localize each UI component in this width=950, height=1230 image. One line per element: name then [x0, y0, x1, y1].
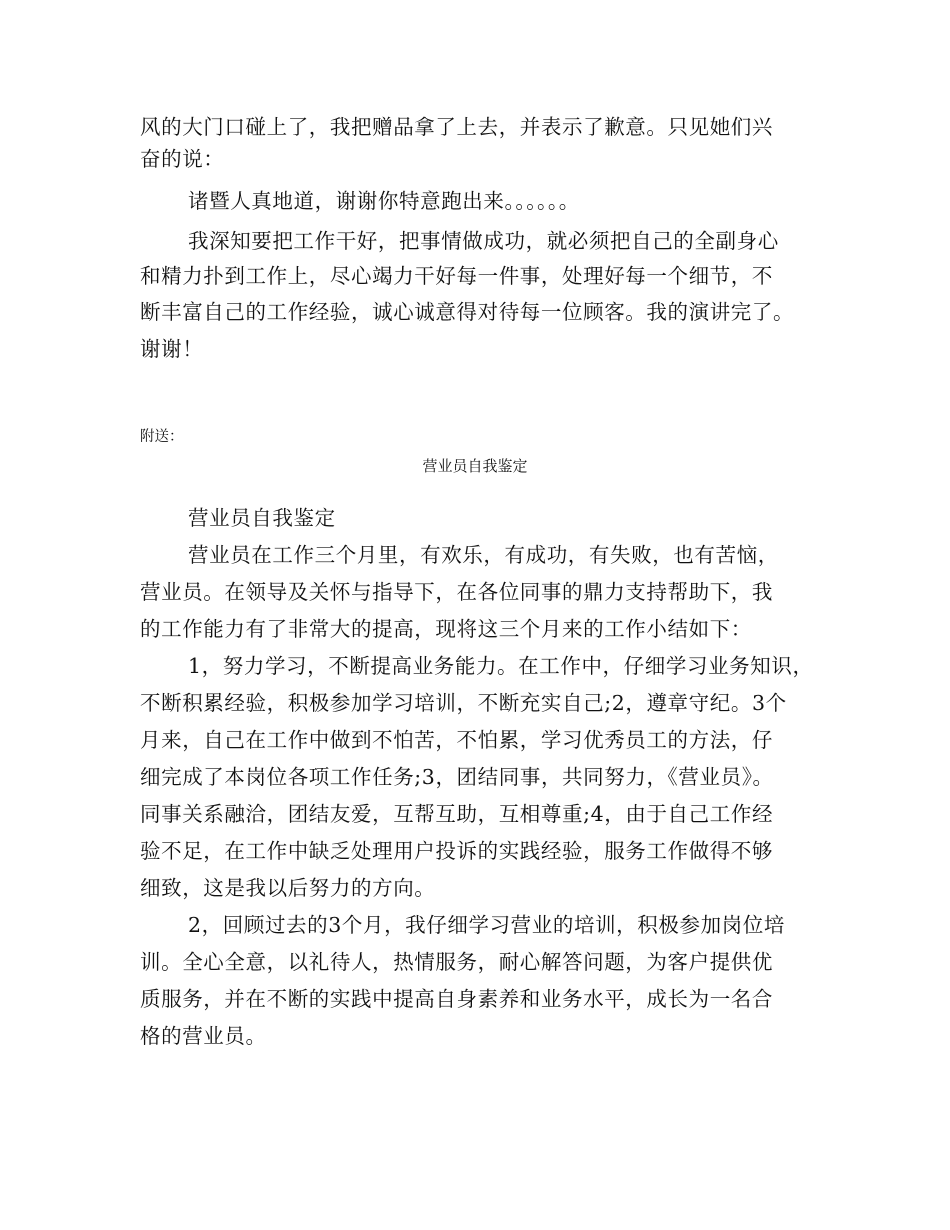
paragraph-line: 断丰富自己的工作经验，诚心诚意得对待每一位顾客。我的演讲完了。: [140, 300, 795, 324]
paragraph-line: 营业员。在领导及关怀与指导下，在各位同事的鼎力支持帮助下，我: [140, 580, 773, 604]
paragraph-line: 细完成了本岗位各项工作任务;3，团结同事，共同努力，《营业员》。: [140, 765, 774, 789]
paragraph-line: 诸暨人真地道，谢谢你特意跑出来。。。。。。: [188, 189, 580, 213]
paragraph-line: 奋的说：: [140, 147, 225, 171]
paragraph-line: 细致，这是我以后努力的方向。: [140, 876, 436, 900]
paragraph-line: 月来，自己在工作中做到不怕苦，不怕累，学习优秀员工的方法，仔: [140, 728, 773, 752]
paragraph-line: 验不足，在工作中缺乏处理用户投诉的实践经验，服务工作做得不够: [140, 839, 773, 863]
paragraph-line: 的工作能力有了非常大的提高，现将这三个月来的工作小结如下：: [140, 617, 752, 641]
paragraph-line: 训。全心全意，以礼待人，热情服务，耐心解答问题，为客户提供优: [140, 950, 773, 974]
paragraph-line: 营业员在工作三个月里，有欢乐，有成功，有失败，也有苦恼，: [188, 543, 779, 567]
paragraph-line: 我深知要把工作干好，把事情做成功，就必须把自己的全副身心: [188, 229, 779, 253]
paragraph-line: 不断积累经验，积极参加学习培训，不断充实自己;2，遵章守纪。3个: [140, 691, 787, 715]
paragraph-line: 1，努力学习，不断提高业务能力。在工作中，仔细学习业务知识，: [188, 654, 814, 678]
paragraph-line: 同事关系融洽，团结友爱，互帮互助，互相尊重;4，由于自己工作经: [140, 802, 774, 826]
paragraph-line: 谢谢！: [140, 337, 204, 361]
section-heading: 营业员自我鉴定: [188, 506, 336, 530]
paragraph-line: 2，回顾过去的3个月，我仔细学习营业的培训，积极参加岗位培: [188, 913, 785, 937]
paragraph-line: 格的营业员。: [140, 1024, 267, 1048]
appendix-label: 附送：: [140, 429, 184, 445]
appendix-title: 营业员自我鉴定: [422, 457, 528, 475]
paragraph-line: 风的大门口碰上了，我把赠品拿了上去，并表示了歉意。只见她们兴: [140, 115, 773, 139]
paragraph-line: 和精力扑到工作上，尽心竭力干好每一件事，处理好每一个细节，不: [140, 264, 773, 288]
paragraph-line: 质服务，并在不断的实践中提高自身素养和业务水平，成长为一名合: [140, 987, 773, 1011]
